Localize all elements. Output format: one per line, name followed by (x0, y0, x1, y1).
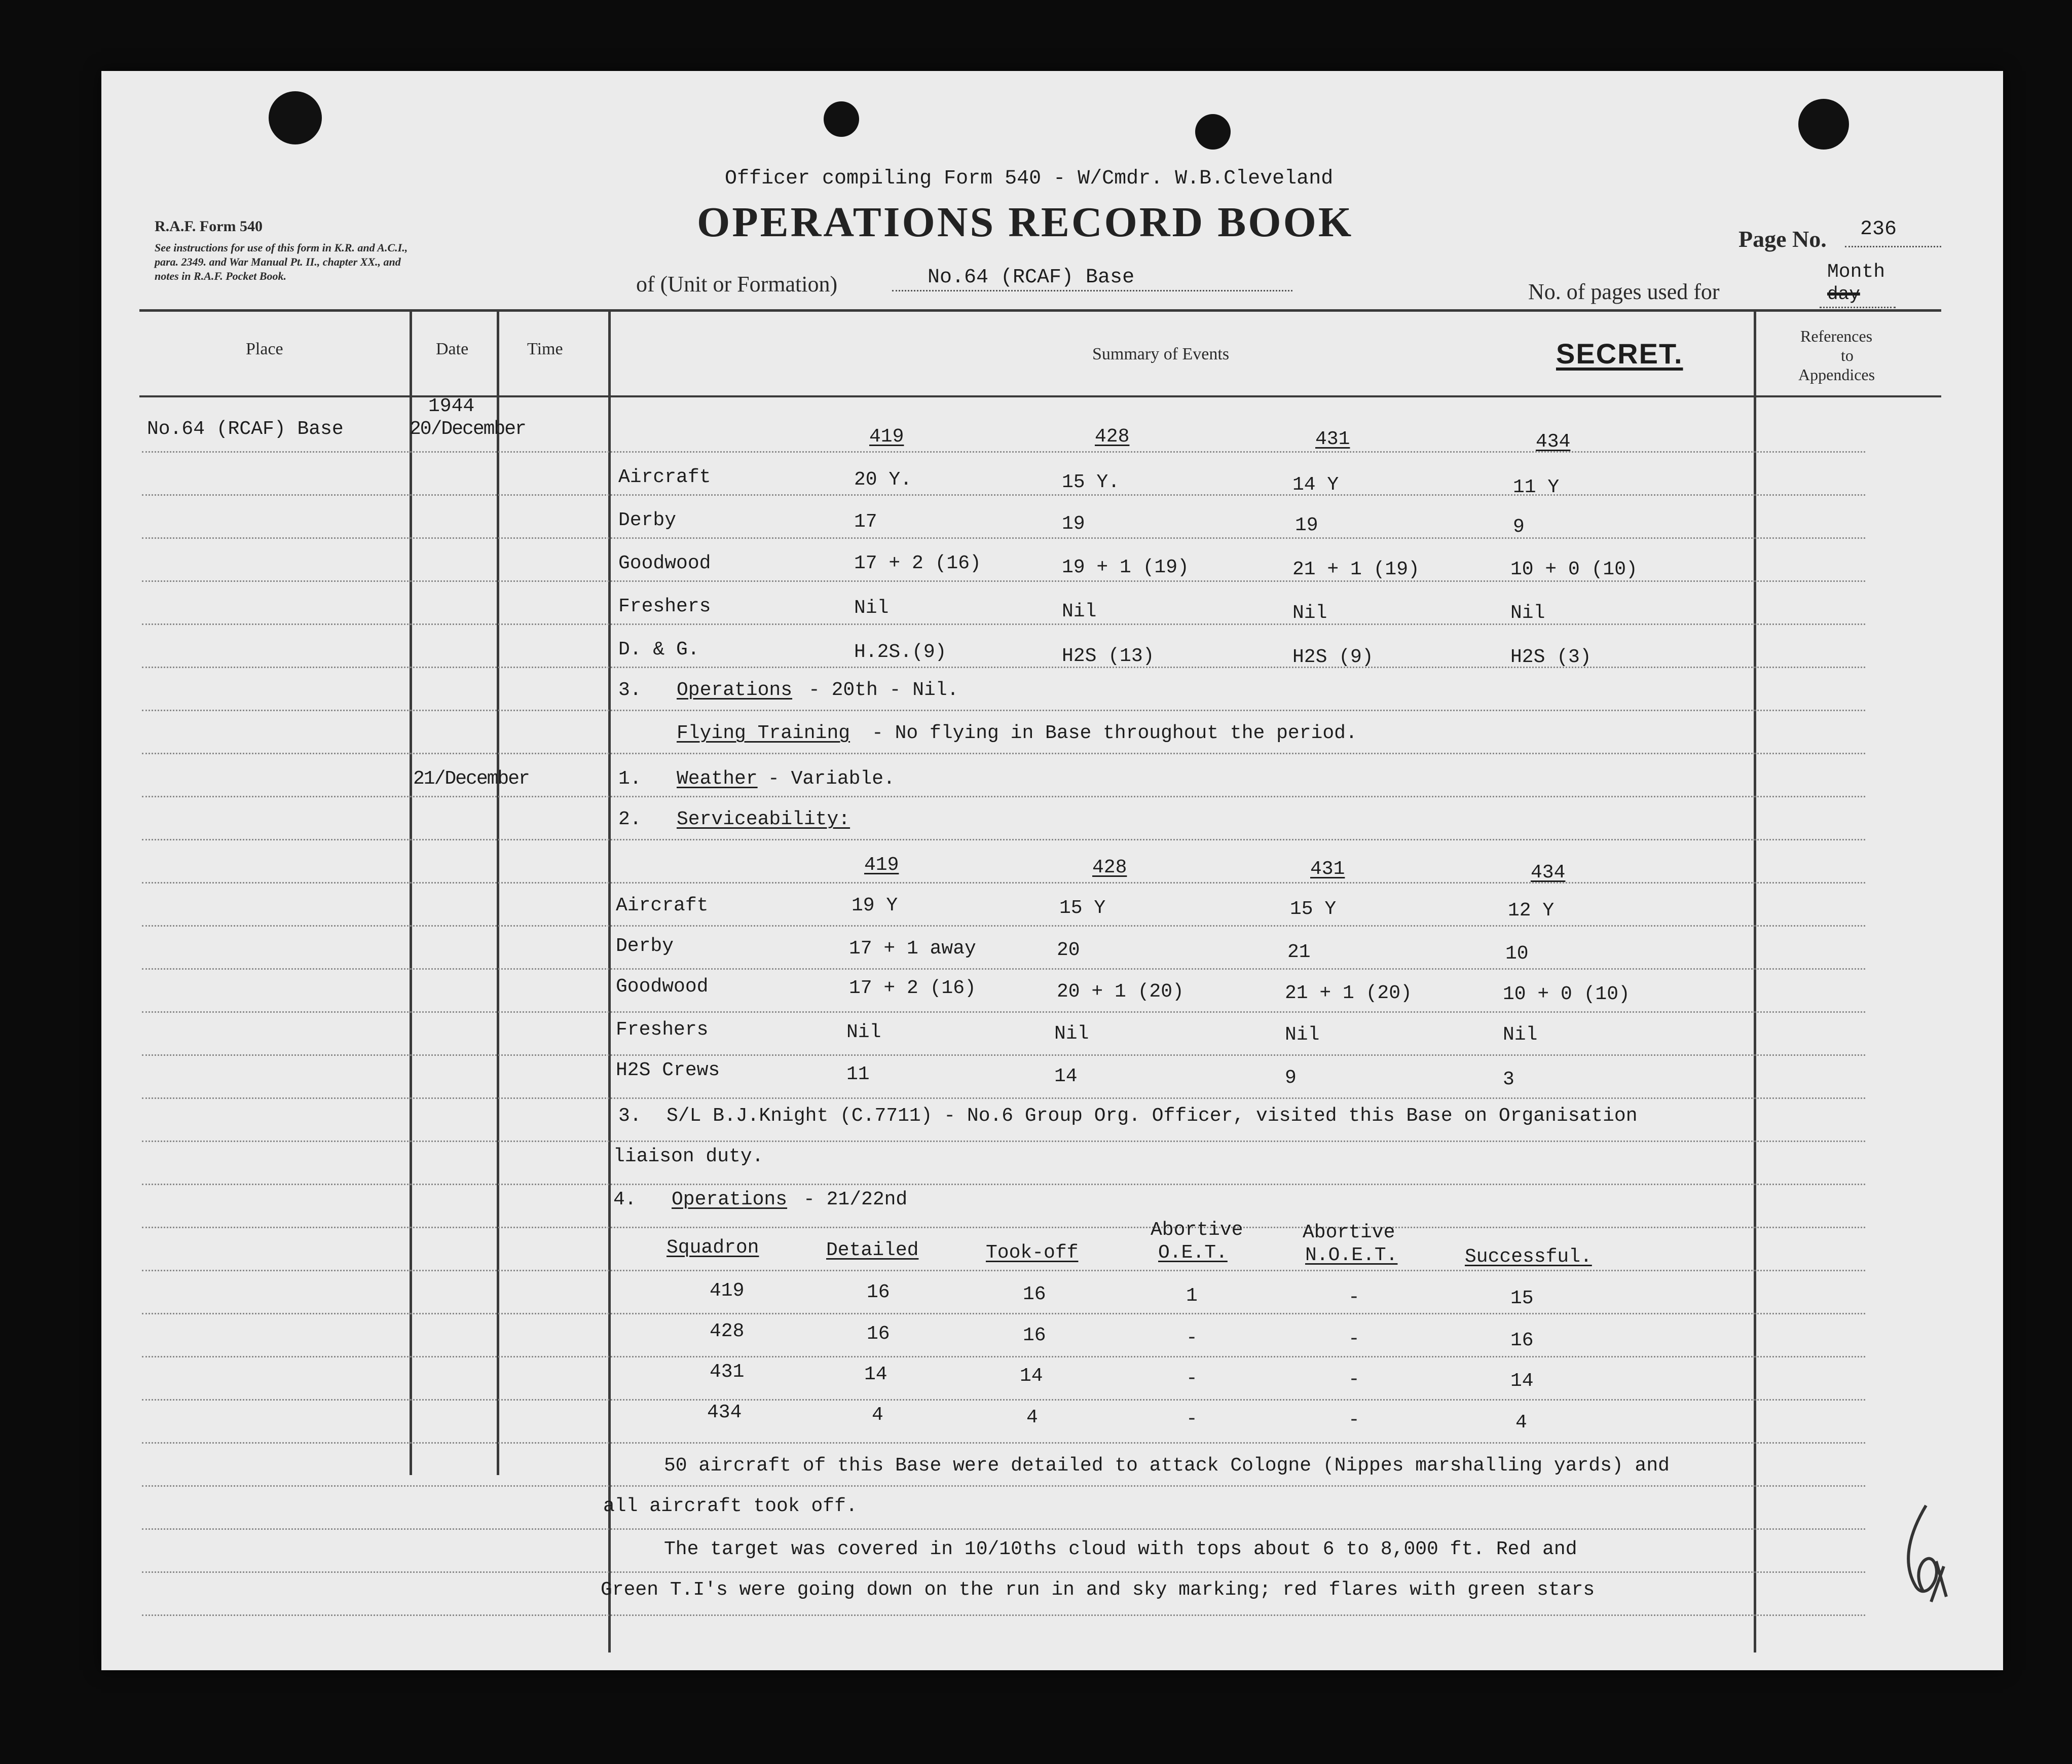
unit-label: of (Unit or Formation) (636, 272, 838, 297)
ruled-line (142, 1011, 1865, 1013)
ruled-line (142, 1313, 1865, 1314)
secret-stamp: SECRET. (1556, 338, 1683, 370)
ruled-line (142, 667, 1865, 668)
ruled-line (142, 1141, 1865, 1142)
para2-line-1: The target was covered in 10/10ths cloud with tops about 6 to 8,000 ft. Red and (664, 1538, 1577, 1560)
s2-weather-number: 1. (618, 768, 642, 790)
col-divider-time (608, 309, 611, 1652)
s1-freshers-428: Nil (1062, 601, 1097, 622)
col-divider-date (497, 309, 499, 1475)
s2-derby-431: 21 (1287, 941, 1311, 963)
s2-freshers-434: Nil (1503, 1024, 1538, 1046)
ruled-line (142, 710, 1865, 711)
s1-aircraft-434: 11 Y (1513, 476, 1560, 498)
s2-goodwood-431: 21 + 1 (20) (1285, 982, 1412, 1004)
ruled-line (142, 537, 1865, 539)
entry-date-20: 20/December (410, 418, 526, 440)
ops-row-419-took-off: 16 (1023, 1283, 1046, 1305)
s1-dg-431: H2S (9) (1292, 646, 1374, 668)
s2-derby-434: 10 (1505, 943, 1529, 965)
page-number-value: 236 (1860, 218, 1897, 241)
para1-line-2: all aircraft took off. (603, 1495, 858, 1517)
col-header-appendices: Appendices (1798, 365, 1875, 384)
s2-goodwood-434: 10 + 0 (10) (1503, 983, 1630, 1005)
punch-hole-center-right (1195, 114, 1231, 150)
ops-row-431-oet: - (1186, 1368, 1198, 1389)
para2-line-2: Green T.I's were going down on the run in and sky marking; red flares with green stars (601, 1579, 1595, 1601)
s1-training-text: - No flying in Base throughout the period. (872, 722, 1357, 744)
ruled-line (142, 839, 1865, 840)
s1-training-title: Flying Training (677, 722, 850, 744)
s2-aircraft-431: 15 Y (1290, 898, 1337, 920)
s2-label-goodwood: Goodwood (616, 976, 709, 998)
ops-row-434-successful: 4 (1515, 1412, 1527, 1434)
s2-service-title: Serviceability: (677, 808, 850, 830)
ruled-line (142, 1356, 1865, 1357)
punch-hole-center-left (824, 101, 859, 137)
col-header-summary: Summary of Events (1092, 345, 1230, 363)
s1-label-derby: Derby (618, 509, 677, 531)
s2-weather-title: Weather (677, 768, 758, 790)
s1-label-aircraft: Aircraft (618, 466, 711, 488)
s2-freshers-428: Nil (1054, 1023, 1089, 1045)
s2-service-number: 2. (618, 808, 642, 830)
ruled-line (142, 1270, 1865, 1271)
entry-date-21: 21/December (413, 768, 529, 790)
instructions-line-3: notes in R.A.F. Pocket Book. (155, 270, 286, 282)
ruled-line (142, 1054, 1865, 1056)
s1-ops-title: Operations (677, 679, 793, 701)
s2-visit-line-2: liaison duty. (613, 1146, 764, 1167)
ops-row-431-detailed: 14 (864, 1364, 887, 1385)
pages-used-struck: day (1827, 284, 1860, 305)
page-title: OPERATIONS RECORD BOOK (697, 199, 1354, 246)
s2-ops-title: Operations (672, 1189, 788, 1210)
s2-weather-text: - Variable. (768, 768, 895, 790)
ruled-line (142, 968, 1865, 970)
s2-label-derby: Derby (616, 935, 674, 957)
ops-row-419-noet: - (1348, 1287, 1360, 1308)
s2-label-freshers: Freshers (616, 1019, 709, 1041)
ops-col-abortive-noet-2: N.O.E.T. (1305, 1244, 1398, 1266)
ops-row-419-squadron: 419 (710, 1280, 745, 1302)
ruled-line (142, 1184, 1865, 1185)
ruled-line (142, 1227, 1865, 1228)
ops-col-squadron: Squadron (667, 1237, 759, 1259)
s2-h2s-431: 9 (1285, 1067, 1297, 1089)
officer-compiling: Officer compiling Form 540 - W/Cmdr. W.B.Cleveland (725, 167, 1334, 190)
ops-row-431-noet: - (1348, 1369, 1360, 1390)
s2-freshers-419: Nil (846, 1021, 881, 1043)
s1-dg-434: H2S (3) (1510, 646, 1592, 668)
s2-freshers-431: Nil (1285, 1024, 1320, 1046)
s2-derby-428: 20 (1057, 939, 1080, 961)
s2-label-h2s-crews: H2S Crews (616, 1059, 720, 1081)
pages-used-dotted-line (1820, 307, 1896, 308)
s1-aircraft-419: 20 Y. (854, 469, 912, 491)
ops-row-419-successful: 15 (1510, 1288, 1534, 1309)
unit-value: No.64 (RCAF) Base (928, 266, 1135, 289)
s1-goodwood-431: 21 + 1 (19) (1292, 559, 1420, 580)
ops-row-428-noet: - (1348, 1328, 1360, 1350)
s2-sq-header-428: 428 (1092, 857, 1127, 878)
s1-ops-number: 3. (618, 679, 642, 701)
ops-col-detailed: Detailed (826, 1239, 919, 1261)
ops-row-434-squadron: 434 (707, 1402, 742, 1423)
s2-goodwood-419: 17 + 2 (16) (849, 977, 976, 999)
s1-derby-428: 19 (1062, 513, 1085, 535)
s1-derby-431: 19 (1295, 514, 1318, 536)
s2-sq-header-431: 431 (1310, 858, 1345, 880)
ruled-line (142, 451, 1865, 453)
form-id: R.A.F. Form 540 (155, 218, 263, 235)
s2-h2s-419: 11 (846, 1063, 870, 1085)
initials-signature (1896, 1500, 1951, 1607)
s1-freshers-431: Nil (1292, 602, 1327, 624)
punch-hole-left (269, 91, 322, 144)
ops-row-428-detailed: 16 (867, 1323, 890, 1345)
s2-h2s-434: 3 (1503, 1069, 1514, 1090)
s1-aircraft-431: 14 Y (1292, 474, 1339, 496)
form-sheet (101, 71, 2003, 1670)
s1-label-freshers: Freshers (618, 596, 711, 617)
s2-aircraft-434: 12 Y (1508, 900, 1555, 922)
s2-visit-number: 3. (618, 1105, 642, 1127)
ruled-line (142, 753, 1865, 754)
ops-row-428-squadron: 428 (710, 1320, 745, 1342)
s1-aircraft-428: 15 Y. (1062, 471, 1120, 493)
s1-label-dg: D. & G. (618, 639, 699, 660)
s1-label-goodwood: Goodwood (618, 553, 711, 574)
ops-col-took-off: Took-off (986, 1242, 1079, 1264)
ops-col-abortive-noet-1: Abortive (1303, 1222, 1395, 1243)
s1-dg-428: H2S (13) (1062, 645, 1155, 667)
col-header-time: Time (527, 340, 563, 358)
instructions-line-2: para. 2349. and War Manual Pt. II., chapter XX., and (155, 255, 401, 268)
ops-row-434-oet: - (1186, 1408, 1198, 1430)
col-header-date: Date (436, 340, 469, 358)
ops-row-434-took-off: 4 (1026, 1407, 1038, 1428)
ops-row-434-detailed: 4 (872, 1404, 883, 1426)
s2-label-aircraft: Aircraft (616, 895, 709, 916)
s1-freshers-419: Nil (854, 597, 889, 619)
ops-row-428-oet: - (1186, 1327, 1198, 1349)
ops-row-428-took-off: 16 (1023, 1325, 1046, 1346)
ops-col-successful: Successful. (1465, 1246, 1592, 1268)
ruled-line (142, 1442, 1865, 1444)
ops-row-434-noet: - (1348, 1409, 1360, 1431)
s2-ops-text: - 21/22nd (803, 1189, 908, 1210)
ruled-line (142, 796, 1865, 797)
ops-col-abortive-oet-2: O.E.T. (1158, 1242, 1228, 1264)
s2-visit-line-1: S/L B.J.Knight (C.7711) - No.6 Group Org. Officer, visited this Base on Organisation (667, 1105, 1638, 1127)
col-divider-summary (1754, 309, 1756, 1652)
page-number-label: Page No. (1738, 226, 1827, 252)
col-header-references-to: to (1841, 346, 1854, 364)
col-divider-place (410, 309, 412, 1475)
s2-aircraft-419: 19 Y (852, 895, 898, 916)
entry-year: 1944 (428, 395, 475, 417)
ops-col-abortive-oet-1: Abortive (1151, 1219, 1243, 1241)
unit-dotted-line (892, 290, 1292, 291)
ops-row-431-successful: 14 (1510, 1370, 1534, 1392)
ops-row-428-successful: 16 (1510, 1330, 1534, 1351)
ruled-line (142, 623, 1865, 625)
ops-row-419-detailed: 16 (867, 1281, 890, 1303)
s1-goodwood-419: 17 + 2 (16) (854, 553, 981, 574)
s1-ops-text: - 20th - Nil. (808, 679, 959, 701)
s2-ops-number: 4. (613, 1189, 637, 1210)
instructions-line-1: See instructions for use of this form in K.R. and A.C.I., (155, 241, 408, 254)
s1-dg-419: H.2S.(9) (854, 641, 947, 663)
s1-freshers-434: Nil (1510, 602, 1545, 624)
col-header-references: References (1800, 327, 1873, 345)
ruled-line (142, 494, 1865, 496)
sq-header-434: 434 (1536, 431, 1571, 453)
ruled-line (142, 1399, 1865, 1401)
ruled-line (142, 1485, 1865, 1487)
ops-row-431-took-off: 14 (1020, 1365, 1043, 1387)
s1-goodwood-428: 19 + 1 (19) (1062, 557, 1189, 578)
ruled-line (142, 1097, 1865, 1099)
s2-aircraft-428: 15 Y (1059, 897, 1106, 919)
ruled-line (142, 1528, 1865, 1530)
para1-line-1: 50 aircraft of this Base were detailed to attack Cologne (Nippes marshalling yards) and (664, 1455, 1670, 1477)
s1-derby-434: 9 (1513, 516, 1525, 538)
s1-goodwood-434: 10 + 0 (10) (1510, 559, 1638, 580)
ruled-line (142, 1571, 1865, 1573)
ops-row-419-oet: 1 (1186, 1285, 1198, 1307)
s2-derby-419: 17 + 1 away (849, 938, 976, 960)
col-header-place: Place (246, 340, 283, 358)
sq-header-428: 428 (1095, 426, 1130, 448)
punch-hole-right (1798, 99, 1849, 150)
page-number-dotted-line (1845, 246, 1941, 247)
sq-header-431: 431 (1315, 428, 1350, 450)
ruled-line (142, 882, 1865, 884)
s2-sq-header-419: 419 (864, 854, 899, 876)
ops-row-431-squadron: 431 (710, 1361, 745, 1383)
s2-h2s-428: 14 (1054, 1065, 1078, 1087)
ruled-line (142, 925, 1865, 927)
pages-used-value: Month (1827, 261, 1885, 283)
sq-header-419: 419 (869, 426, 904, 448)
ruled-line (142, 1614, 1865, 1616)
ruled-line (142, 580, 1865, 582)
s2-goodwood-428: 20 + 1 (20) (1057, 981, 1184, 1003)
s2-sq-header-434: 434 (1531, 862, 1566, 884)
entry-place: No.64 (RCAF) Base (147, 418, 344, 440)
s1-derby-419: 17 (854, 511, 877, 533)
pages-used-label: No. of pages used for (1528, 279, 1720, 304)
